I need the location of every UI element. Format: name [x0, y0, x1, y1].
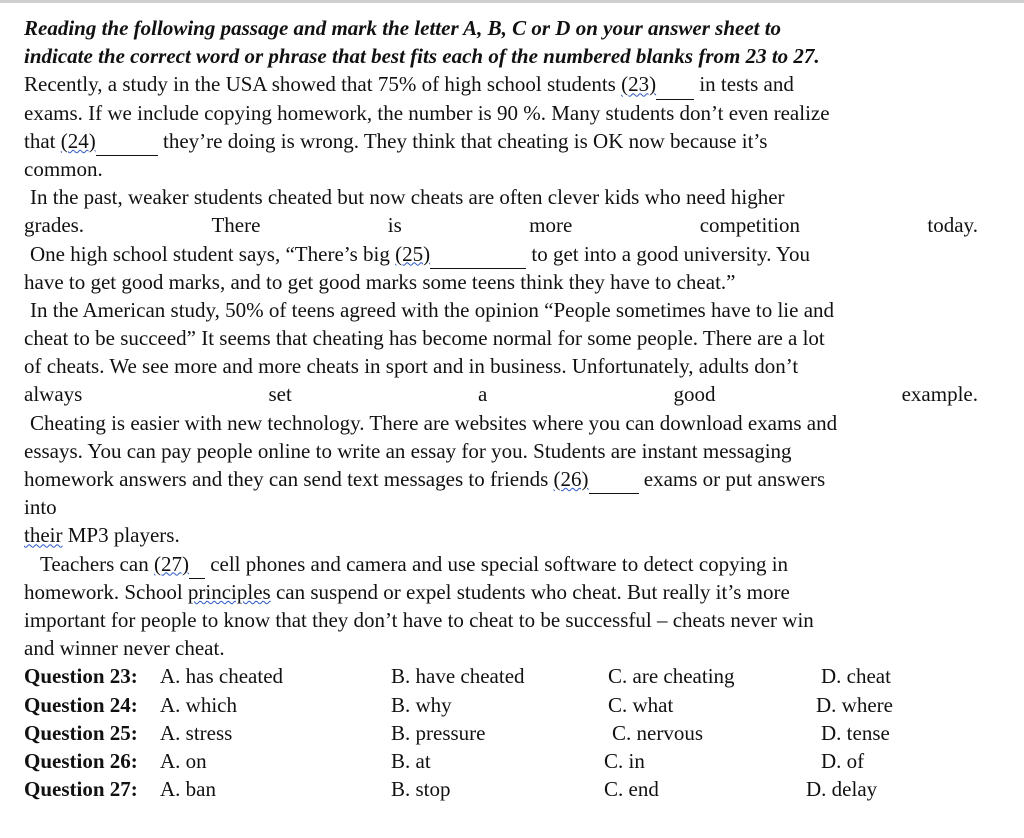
passage-line: Cheating is easier with new technology. There are websites where you can download exams and: [30, 410, 838, 435]
passage-line: [24, 521, 978, 549]
passage-line: [24, 240, 978, 268]
option-d[interactable]: D. of: [821, 748, 865, 773]
passage-text: cell phones and camera and use special software to detect copying in: [204, 551, 789, 576]
blank-24[interactable]: [96, 127, 158, 156]
passage-line-justified: [24, 211, 978, 239]
blank-number-24: (24): [60, 128, 96, 153]
passage-line: and winner never cheat.: [24, 636, 225, 661]
passage-line: cheat to be succeed” It seems that cheating has become normal for some people. There are a lot: [24, 326, 825, 351]
spellcheck-word: principles: [187, 579, 271, 604]
blank-23[interactable]: [656, 70, 694, 99]
passage-word: set: [268, 382, 292, 407]
passage-text: can suspend or expel students who cheat. But really it’s more: [270, 579, 790, 604]
spellcheck-word: their: [24, 523, 63, 548]
passage-text: homework answers and they can send text messages to friends: [24, 467, 554, 491]
passage-word: good: [673, 382, 716, 407]
passage-line: [24, 465, 978, 493]
question-row: [24, 719, 978, 747]
option-d[interactable]: D. delay: [806, 777, 878, 802]
passage-text: to get into a good university. You: [526, 241, 810, 266]
blank-number-23: (23): [621, 72, 657, 97]
option-a[interactable]: A. has cheated: [160, 664, 284, 689]
question-label: Question 23:: [24, 664, 138, 689]
passage-line: into: [24, 495, 57, 520]
passage-text: exams or put answers: [638, 467, 826, 491]
blank-number-25: (25): [395, 241, 431, 266]
passage-line: [24, 70, 978, 98]
passage-text: homework. School: [24, 579, 188, 604]
passage-word: is: [387, 213, 402, 238]
option-b[interactable]: B. stop: [391, 777, 451, 802]
passage-word: always: [24, 382, 83, 407]
instruction-line-1: Reading the following passage and mark the letter A, B, C or D on your answer sheet to: [24, 16, 782, 40]
document-page: [24, 14, 978, 803]
passage-line: In the American study, 50% of teens agreed with the opinion “People sometimes have to lie and: [30, 297, 835, 322]
passage-word: competition: [699, 213, 801, 238]
option-a[interactable]: A. stress: [160, 720, 233, 745]
passage-line: important for people to know that they don’t have to cheat to be successful – cheats never win: [24, 607, 814, 632]
passage-text: Recently, a study in the USA showed that 75% of high school students: [24, 72, 622, 97]
passage-text: they’re doing is wrong. They think that cheating is OK now because it’s: [157, 128, 768, 153]
option-a[interactable]: A. on: [160, 748, 207, 773]
passage-word: grades.: [24, 213, 85, 238]
passage-text: MP3 players.: [62, 523, 180, 548]
passage-line: have to get good marks, and to get good marks some teens think they have to cheat.”: [24, 269, 736, 294]
passage-word: today.: [927, 213, 978, 238]
option-c[interactable]: C. what: [608, 692, 674, 717]
question-row: [24, 662, 978, 690]
passage-line: [24, 127, 978, 155]
passage-text: Teachers can: [40, 551, 154, 576]
option-a[interactable]: A. which: [160, 692, 237, 717]
passage-word: example.: [901, 382, 978, 407]
blank-number-26: (26): [553, 467, 589, 491]
option-d[interactable]: D. where: [816, 692, 893, 717]
passage-text: that: [24, 128, 61, 153]
option-b[interactable]: B. have cheated: [391, 664, 525, 689]
blank-number-27: (27): [153, 551, 189, 576]
passage-line-justified: [24, 380, 978, 408]
passage-line: [24, 578, 978, 606]
passage-line: common.: [24, 156, 103, 181]
passage-line: In the past, weaker students cheated but now cheats are often clever kids who need higher: [30, 185, 785, 210]
passage-line: essays. You can pay people online to write an essay for you. Students are instant messaging: [24, 438, 792, 463]
instruction-line-2: indicate the correct word or phrase that best fits each of the numbered blanks from 23 to 27.: [24, 44, 820, 69]
option-c[interactable]: C. nervous: [612, 720, 703, 745]
question-label: Question 26:: [24, 748, 138, 773]
question-label: Question 25:: [24, 720, 138, 745]
passage-line: exams. If we include copying homework, the number is 90 %. Many students don’t even realize: [24, 100, 830, 125]
passage-line: of cheats. We see more and more cheats in sport and in business. Unfortunately, adults don’t: [24, 354, 799, 379]
question-label: Question 27:: [24, 777, 138, 802]
option-d[interactable]: D. cheat: [821, 664, 891, 689]
blank-26[interactable]: [589, 465, 639, 494]
question-row: [24, 747, 978, 775]
top-border: [0, 0, 1024, 3]
option-c[interactable]: C. are cheating: [608, 664, 735, 689]
passage-word: There: [211, 213, 261, 238]
blank-27[interactable]: [189, 550, 205, 579]
blank-25[interactable]: [430, 240, 526, 269]
passage-text: One high school student says, “There’s big: [30, 241, 396, 266]
question-row: [24, 691, 978, 719]
option-a[interactable]: A. ban: [160, 777, 216, 802]
passage-text: in tests and: [694, 72, 794, 97]
option-d[interactable]: D. tense: [821, 720, 890, 745]
option-c[interactable]: C. end: [604, 777, 659, 802]
passage-word: a: [477, 382, 488, 407]
passage-line: [24, 550, 978, 578]
question-label: Question 24:: [24, 692, 138, 717]
question-row: [24, 775, 978, 803]
option-b[interactable]: B. at: [391, 748, 431, 773]
passage-word: more: [529, 213, 573, 238]
option-b[interactable]: B. why: [391, 692, 452, 717]
option-c[interactable]: C. in: [604, 748, 645, 773]
option-b[interactable]: B. pressure: [391, 720, 486, 745]
